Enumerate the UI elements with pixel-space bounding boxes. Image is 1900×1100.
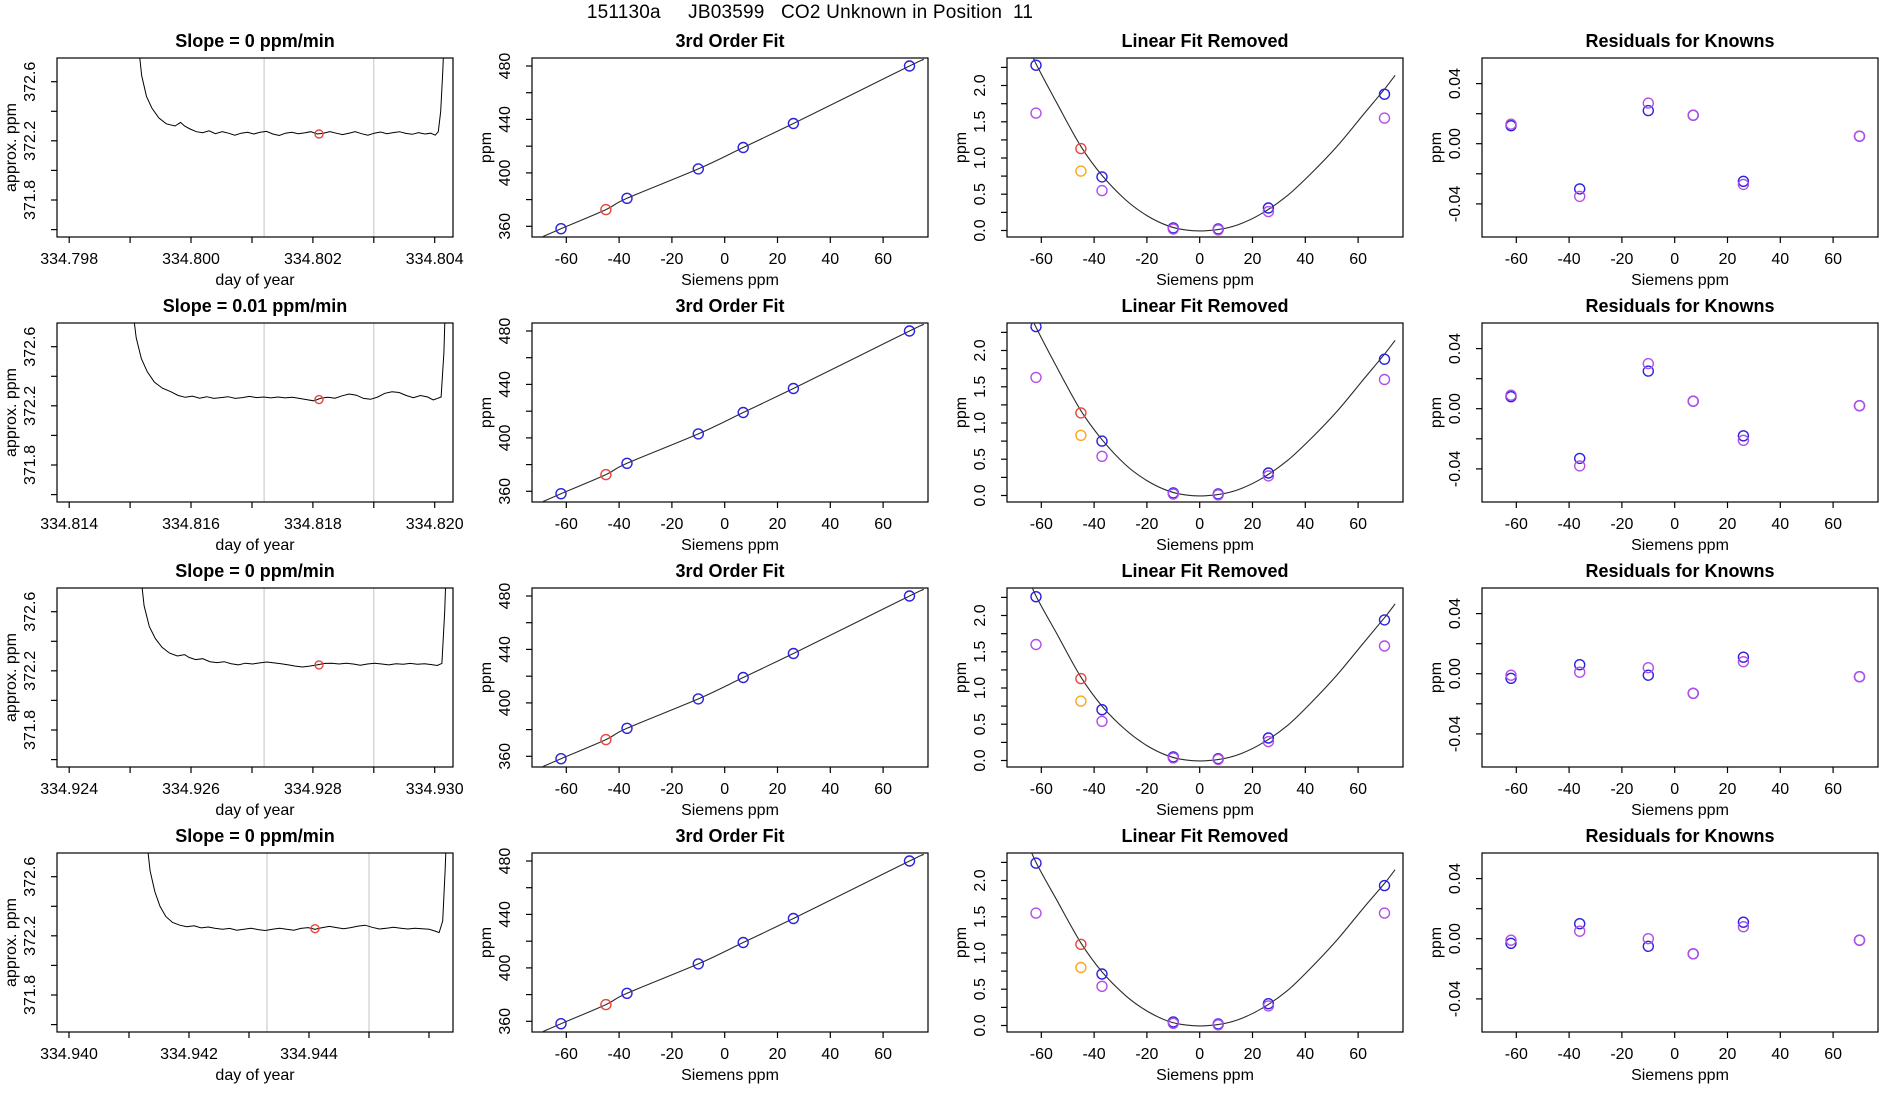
y-tick-label: -0.04 (1447, 980, 1464, 1018)
plot-title: Residuals for Knowns (1585, 296, 1775, 316)
y-tick-label: 360 (497, 212, 514, 240)
y-tick-label: 2.0 (972, 339, 989, 362)
y-axis-label: ppm (953, 661, 970, 694)
y-tick-label: 400 (497, 954, 514, 982)
x-tick-label: 334.814 (40, 516, 99, 533)
x-tick-label: 60 (874, 781, 892, 798)
x-tick-label: 60 (1824, 251, 1842, 268)
page-title: 151130a JB03599 CO2 Unknown in Position 11 (586, 2, 1034, 23)
y-tick-label: 1.0 (972, 411, 989, 435)
known-rep2-point (1097, 981, 1107, 991)
plot-title: Residuals for Knowns (1585, 826, 1775, 846)
residual-rep2-point (1688, 396, 1698, 406)
x-tick-label: 334.924 (40, 781, 99, 798)
x-tick-label: 60 (874, 251, 892, 268)
x-tick-label: -20 (660, 251, 684, 268)
x-tick-label: 60 (1824, 516, 1842, 533)
x-tick-label: 40 (1296, 516, 1315, 533)
y-tick-label: 0.04 (1447, 863, 1464, 895)
x-tick-label: -60 (1029, 516, 1053, 533)
plot-2-3rd-order-fit (475, 295, 950, 560)
y-axis-label: approx. ppm (3, 633, 20, 722)
x-tick-label: 0 (1195, 516, 1205, 533)
y-axis-label: approx. ppm (3, 898, 20, 987)
plot-title: Residuals for Knowns (1585, 31, 1775, 51)
unknown-rep2-point (1076, 166, 1086, 176)
y-tick-label: 372.2 (22, 915, 39, 956)
y-axis-label: ppm (1428, 396, 1445, 429)
plot-box (57, 58, 453, 237)
residual-rep2-point (1688, 110, 1698, 120)
plot-box (1482, 588, 1878, 767)
plot-box (57, 853, 453, 1032)
x-tick-label: -20 (1610, 781, 1634, 798)
x-tick-label: 20 (768, 781, 787, 798)
x-tick-label: 334.800 (162, 251, 220, 268)
plot-2-linear-fit-removed (950, 295, 1425, 560)
y-axis-label: ppm (953, 396, 970, 429)
x-axis-label: day of year (215, 1067, 295, 1084)
plot-title: 3rd Order Fit (675, 31, 785, 51)
y-tick-label: 0.0 (972, 1014, 989, 1037)
x-tick-label: 20 (1243, 516, 1262, 533)
y-tick-label: 0.04 (1447, 68, 1464, 100)
x-tick-label: 40 (1296, 251, 1315, 268)
x-axis-label: Siemens ppm (681, 1067, 779, 1084)
unknown-point (1076, 408, 1086, 418)
plot-grid (0, 30, 1900, 1090)
x-tick-label: -60 (1029, 781, 1053, 798)
y-tick-label: 360 (497, 742, 514, 770)
x-tick-label: -60 (1504, 781, 1528, 798)
plot-4-residuals-for-knowns (1425, 825, 1900, 1090)
curve (1023, 565, 1395, 761)
fit-line (537, 324, 923, 504)
y-tick-label: 2.0 (972, 604, 989, 627)
plot-title: Slope = 0 ppm/min (175, 826, 335, 846)
x-tick-label: 334.930 (405, 781, 464, 798)
plot-box (1007, 588, 1403, 767)
y-tick-label: 0.0 (972, 219, 989, 242)
x-axis-label: day of year (215, 802, 295, 819)
x-tick-label: -40 (607, 781, 631, 798)
known-rep2-point (1380, 375, 1390, 385)
y-tick-label: 371.8 (22, 179, 39, 221)
fit-line (537, 59, 923, 239)
y-axis-label: ppm (1428, 661, 1445, 694)
x-tick-label: 334.816 (162, 516, 220, 533)
unknown-point (1076, 939, 1086, 949)
y-tick-label: 0.0 (972, 484, 989, 507)
x-tick-label: 40 (1771, 516, 1790, 533)
y-tick-label: 1.0 (972, 146, 989, 170)
y-axis-label: approx. ppm (3, 103, 20, 192)
y-tick-label: 371.8 (22, 974, 39, 1016)
known-rep2-point (1263, 1001, 1273, 1011)
x-axis-label: Siemens ppm (681, 272, 779, 289)
y-tick-label: 0.00 (1447, 128, 1464, 160)
x-tick-label: 60 (874, 516, 892, 533)
y-axis-label: ppm (478, 926, 495, 959)
x-axis-label: day of year (215, 537, 295, 554)
plot-box (1482, 853, 1878, 1032)
plot-box (532, 853, 928, 1032)
y-tick-label: 372.2 (22, 650, 39, 691)
residual-rep2-point (1575, 461, 1585, 471)
x-tick-label: -20 (1135, 251, 1159, 268)
plot-3-linear-fit-removed (950, 560, 1425, 825)
x-tick-label: 334.820 (405, 516, 464, 533)
x-tick-label: 0 (1195, 1046, 1205, 1063)
x-tick-label: -40 (1557, 1046, 1581, 1063)
x-tick-label: -60 (554, 516, 578, 533)
plot-title: Slope = 0 ppm/min (175, 31, 335, 51)
plot-title: 3rd Order Fit (675, 561, 785, 581)
x-tick-label: 20 (1718, 516, 1737, 533)
x-tick-label: -40 (1557, 516, 1581, 533)
x-tick-label: 20 (768, 1046, 787, 1063)
plot-title: Residuals for Knowns (1585, 561, 1775, 581)
x-tick-label: 20 (1243, 1046, 1262, 1063)
plot-title: Slope = 0.01 ppm/min (162, 296, 348, 316)
x-tick-label: 40 (1296, 1046, 1315, 1063)
plot-title: Linear Fit Removed (1121, 826, 1289, 846)
x-tick-label: 334.804 (405, 251, 464, 268)
x-tick-label: 0 (720, 1046, 730, 1063)
known-rep2-point (1031, 372, 1041, 382)
y-tick-label: 372.6 (22, 856, 39, 897)
y-tick-label: 372.2 (22, 385, 39, 426)
x-tick-label: -40 (607, 251, 631, 268)
y-tick-label: 360 (497, 1007, 514, 1035)
x-tick-label: 20 (1243, 781, 1262, 798)
y-tick-label: -0.04 (1447, 450, 1464, 488)
y-tick-label: -0.04 (1447, 715, 1464, 753)
x-tick-label: -60 (554, 1046, 578, 1063)
y-tick-label: 480 (497, 52, 514, 80)
unknown-rep2-point (1076, 430, 1086, 440)
residual-rep2-point (1855, 935, 1865, 945)
x-tick-label: 0 (1195, 251, 1205, 268)
y-tick-label: 372.2 (22, 120, 39, 161)
y-tick-label: 2.0 (972, 74, 989, 97)
unknown-point (1076, 674, 1086, 684)
x-tick-label: -20 (660, 781, 684, 798)
x-tick-label: 20 (1718, 781, 1737, 798)
x-axis-label: Siemens ppm (1631, 802, 1729, 819)
x-tick-label: -20 (1610, 251, 1634, 268)
known-rep2-point (1380, 113, 1390, 123)
x-tick-label: 0 (720, 251, 730, 268)
x-tick-label: 60 (874, 1046, 892, 1063)
x-tick-label: -40 (607, 516, 631, 533)
x-tick-label: -40 (1082, 251, 1106, 268)
x-tick-label: 334.944 (280, 1046, 338, 1063)
x-tick-label: 0 (720, 781, 730, 798)
y-tick-label: 1.0 (972, 676, 989, 700)
known-rep2-point (1031, 108, 1041, 118)
y-tick-label: 0.04 (1447, 598, 1464, 630)
x-axis-label: Siemens ppm (681, 537, 779, 554)
plot-3-slope-0-ppm-min (0, 560, 475, 825)
plot-title: Linear Fit Removed (1121, 561, 1289, 581)
x-tick-label: 40 (1771, 1046, 1790, 1063)
plot-box (532, 588, 928, 767)
x-tick-label: -20 (660, 516, 684, 533)
x-tick-label: 60 (1824, 1046, 1842, 1063)
residual-rep2-point (1575, 667, 1585, 677)
x-tick-label: 20 (768, 251, 787, 268)
y-tick-label: 0.5 (972, 183, 989, 206)
residual-rep2-point (1643, 663, 1653, 673)
x-tick-label: -60 (1504, 251, 1528, 268)
plot-title: 3rd Order Fit (675, 296, 785, 316)
x-tick-label: 0 (1195, 781, 1205, 798)
plot-4-slope-0-ppm-min (0, 825, 475, 1090)
plot-box (57, 323, 453, 502)
x-axis-label: Siemens ppm (1631, 272, 1729, 289)
x-tick-label: -40 (1082, 1046, 1106, 1063)
y-tick-label: 440 (497, 901, 514, 928)
y-tick-label: 1.5 (972, 905, 989, 928)
known-point (1031, 60, 1041, 70)
plot-2-residuals-for-knowns (1425, 295, 1900, 560)
x-axis-label: Siemens ppm (1156, 1067, 1254, 1084)
known-rep2-point (1097, 186, 1107, 196)
x-tick-label: -60 (1029, 251, 1053, 268)
known-rep2-point (1380, 908, 1390, 918)
x-tick-label: 40 (821, 1046, 840, 1063)
y-tick-label: 371.8 (22, 709, 39, 751)
plot-box (57, 588, 453, 767)
x-tick-label: -60 (1504, 516, 1528, 533)
y-tick-label: 0.5 (972, 448, 989, 471)
y-tick-label: 440 (497, 106, 514, 133)
y-axis-label: ppm (953, 131, 970, 164)
x-tick-label: 40 (821, 781, 840, 798)
curve (1023, 33, 1395, 231)
curve (1023, 298, 1395, 496)
y-axis-label: ppm (1428, 131, 1445, 164)
x-axis-label: Siemens ppm (1631, 1067, 1729, 1084)
y-axis-label: ppm (478, 661, 495, 694)
y-axis-label: ppm (953, 926, 970, 959)
residual-rep2-point (1688, 688, 1698, 698)
x-tick-label: -20 (1135, 1046, 1159, 1063)
y-axis-label: ppm (478, 131, 495, 164)
x-tick-label: 334.818 (283, 516, 342, 533)
residual-rep2-point (1643, 934, 1653, 944)
plot-box (1007, 323, 1403, 502)
residual-rep2-point (1855, 131, 1865, 141)
x-axis-label: Siemens ppm (1631, 537, 1729, 554)
y-tick-label: 400 (497, 689, 514, 717)
known-rep2-point (1097, 716, 1107, 726)
y-tick-label: 480 (497, 582, 514, 610)
y-tick-label: 372.6 (22, 591, 39, 632)
plot-box (1482, 58, 1878, 237)
x-tick-label: -20 (1135, 516, 1159, 533)
x-axis-label: Siemens ppm (1156, 537, 1254, 554)
x-tick-label: 334.926 (162, 781, 220, 798)
plot-3-residuals-for-knowns (1425, 560, 1900, 825)
x-tick-label: 40 (821, 516, 840, 533)
unknown-rep2-point (1076, 963, 1086, 973)
unknown-point (1076, 144, 1086, 154)
plot-1-3rd-order-fit (475, 30, 950, 295)
residual-rep2-point (1855, 672, 1865, 682)
residual-rep2-point (1643, 98, 1653, 108)
residual-rep2-point (1575, 926, 1585, 936)
x-tick-label: 20 (1718, 251, 1737, 268)
x-tick-label: -40 (1082, 781, 1106, 798)
x-tick-label: 0 (720, 516, 730, 533)
x-tick-label: 60 (1349, 516, 1367, 533)
x-tick-label: -20 (1610, 516, 1634, 533)
y-tick-label: 1.5 (972, 110, 989, 133)
x-tick-label: 40 (1296, 781, 1315, 798)
y-tick-label: 1.0 (972, 941, 989, 965)
known-point (1097, 436, 1107, 446)
plot-box (1482, 323, 1878, 502)
x-tick-label: 0 (1670, 516, 1680, 533)
x-tick-label: 0 (1670, 1046, 1680, 1063)
y-tick-label: 2.0 (972, 869, 989, 892)
y-tick-label: 0.04 (1447, 333, 1464, 365)
y-tick-label: 372.6 (22, 61, 39, 102)
residual-rep2-point (1575, 191, 1585, 201)
x-tick-label: 20 (1243, 251, 1262, 268)
known-rep2-point (1380, 641, 1390, 651)
plot-2-slope-0-01-ppm-min (0, 295, 475, 560)
unknown-rep2-point (1076, 696, 1086, 706)
x-tick-label: 334.798 (40, 251, 99, 268)
plot-box (532, 58, 928, 237)
plot-1-residuals-for-knowns (1425, 30, 1900, 295)
y-tick-label: 0.00 (1447, 393, 1464, 425)
x-tick-label: 334.928 (283, 781, 342, 798)
x-tick-label: -20 (1610, 1046, 1634, 1063)
x-axis-label: Siemens ppm (1156, 272, 1254, 289)
x-tick-label: 20 (768, 516, 787, 533)
known-point (1380, 615, 1390, 625)
x-axis-label: Siemens ppm (681, 802, 779, 819)
x-tick-label: 40 (1771, 251, 1790, 268)
known-rep2-point (1031, 908, 1041, 918)
curve (1023, 831, 1395, 1026)
y-tick-label: 0.5 (972, 978, 989, 1001)
y-tick-label: 440 (497, 371, 514, 398)
x-tick-label: -20 (1135, 781, 1159, 798)
x-tick-label: 0 (1670, 251, 1680, 268)
y-tick-label: -0.04 (1447, 185, 1464, 223)
y-tick-label: 400 (497, 424, 514, 452)
y-tick-label: 480 (497, 317, 514, 345)
y-tick-label: 0.00 (1447, 923, 1464, 955)
x-tick-label: -40 (1557, 251, 1581, 268)
y-axis-label: ppm (478, 396, 495, 429)
x-tick-label: 40 (1771, 781, 1790, 798)
known-point (1097, 969, 1107, 979)
x-axis-label: Siemens ppm (1156, 802, 1254, 819)
x-tick-label: 334.802 (283, 251, 342, 268)
y-tick-label: 1.5 (972, 640, 989, 663)
x-tick-label: -60 (1029, 1046, 1053, 1063)
x-tick-label: 60 (1349, 781, 1367, 798)
x-tick-label: -40 (1557, 781, 1581, 798)
y-tick-label: 372.6 (22, 326, 39, 367)
y-axis-label: ppm (1428, 926, 1445, 959)
y-tick-label: 0.0 (972, 749, 989, 772)
y-tick-label: 371.8 (22, 444, 39, 486)
known-point (1380, 881, 1390, 891)
plot-1-slope-0-ppm-min (0, 30, 475, 295)
y-tick-label: 400 (497, 159, 514, 187)
x-tick-label: -40 (1082, 516, 1106, 533)
y-tick-label: 440 (497, 636, 514, 663)
y-axis-label: approx. ppm (3, 368, 20, 457)
y-tick-label: 360 (497, 477, 514, 505)
plot-4-3rd-order-fit (475, 825, 950, 1090)
x-tick-label: -20 (660, 1046, 684, 1063)
plot-title: 3rd Order Fit (675, 826, 785, 846)
x-axis-label: day of year (215, 272, 295, 289)
plot-1-linear-fit-removed (950, 30, 1425, 295)
x-tick-label: 20 (1718, 1046, 1737, 1063)
fit-line (537, 589, 923, 769)
y-tick-label: 1.5 (972, 375, 989, 398)
x-tick-label: 334.940 (40, 1046, 98, 1063)
plot-4-linear-fit-removed (950, 825, 1425, 1090)
plot-title: Slope = 0 ppm/min (175, 561, 335, 581)
plot-title: Linear Fit Removed (1121, 296, 1289, 316)
residual-rep2-point (1855, 401, 1865, 411)
residual-rep2-point (1688, 949, 1698, 959)
x-tick-label: -60 (554, 781, 578, 798)
x-tick-label: 334.942 (160, 1046, 218, 1063)
known-rep2-point (1031, 640, 1041, 650)
plot-box (1007, 58, 1403, 237)
x-tick-label: 0 (1670, 781, 1680, 798)
known-rep2-point (1097, 451, 1107, 461)
y-tick-label: 0.00 (1447, 658, 1464, 690)
x-tick-label: -60 (1504, 1046, 1528, 1063)
y-tick-label: 480 (497, 847, 514, 875)
x-tick-label: -60 (554, 251, 578, 268)
plot-box (532, 323, 928, 502)
known-point (1097, 172, 1107, 182)
fit-line (537, 854, 923, 1034)
x-tick-label: 40 (821, 251, 840, 268)
y-tick-label: 0.5 (972, 713, 989, 736)
plot-3-3rd-order-fit (475, 560, 950, 825)
x-tick-label: 60 (1824, 781, 1842, 798)
x-tick-label: 60 (1349, 1046, 1367, 1063)
plot-title: Linear Fit Removed (1121, 31, 1289, 51)
residual-rep2-point (1643, 359, 1653, 369)
x-tick-label: 60 (1349, 251, 1367, 268)
plot-box (1007, 853, 1403, 1032)
x-tick-label: -40 (607, 1046, 631, 1063)
